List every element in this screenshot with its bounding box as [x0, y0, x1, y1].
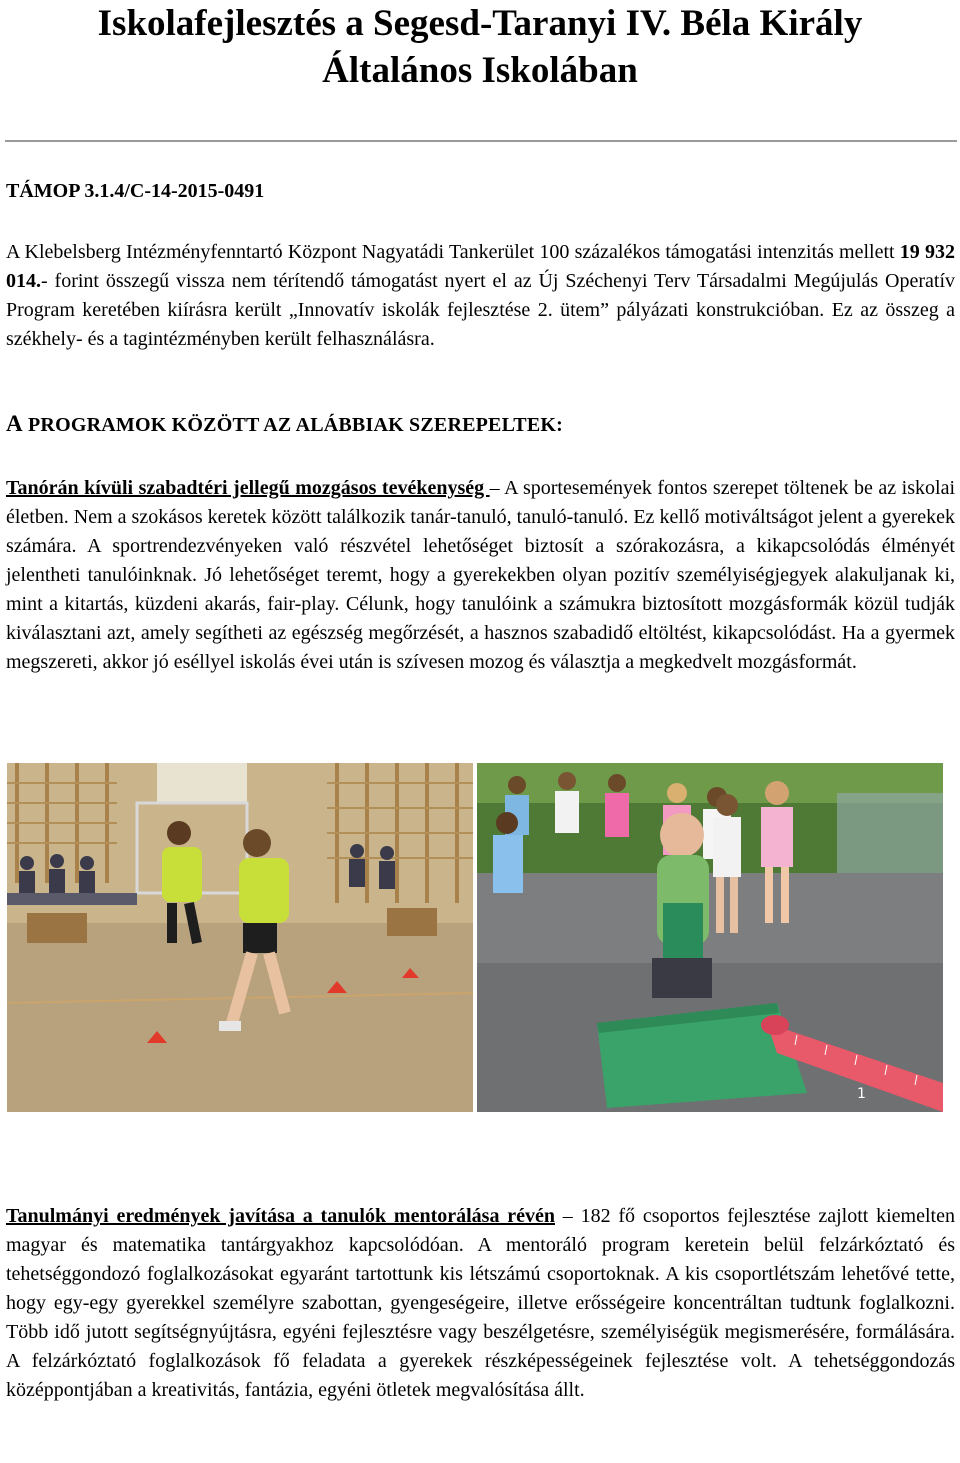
- project-code: TÁMOP 3.1.4/C-14-2015-0491: [6, 180, 265, 202]
- intro-paragraph: [6, 238, 955, 354]
- section-outdoor-title: Tanórán kívüli szabadtéri jellegű mozgásos tevékenység: [6, 477, 490, 499]
- programs-heading-initial: A: [6, 411, 23, 436]
- section-outdoor-body: – A sportesemények fontos szerepet töltenek be az iskolai életben. Nem a szokásos keretek között találkozik tanár-tanuló, tanuló-tanuló. Ez kellő motiváltságot jelent a gyerekek számára. A sportrendezvényeken való részvétel lehetőséget biztosít a szórakozásra, a kikapcsolódás élményét jelentheti tanulóinknak. Jó lehetőséget teremt, hogy a gyerekekben olyan pozitív személyiségjegyek alakuljanak ki, mint a kitartás, küzdeni akarás, fair-play. Célunk, hogy tanulóink a számukra biztosított mozgásformák közül tudják kiválasztani azt, amely segítheti az egészség megőrzését, a hasznos szabadidő eltöltést, kikapcsolódást. Ha a gyermek megszereti, akkor jó eséllyel iskolás évei után is szívesen mozog és választja a megkedvelt mozgásformát.: [6, 477, 955, 673]
- title-divider: [5, 140, 957, 142]
- section-outdoor-activity: [6, 474, 955, 677]
- programs-heading: [6, 411, 563, 437]
- intro-text-after: - forint összegű vissza nem térítendő támogatást nyert el az Új Széchenyi Terv Társadalmi Megújulás Operatív Program keretében kiírásra került „Innovatív iskolák fejlesztése 2. ütem” pályázati konstrukcióban. Ez az összeg a székhely- és a tagintézményben került felhasználásra.: [6, 270, 955, 350]
- section-mentoring-title: Tanulmányi eredmények javítása a tanulók mentorálása révén: [6, 1205, 555, 1227]
- intro-text-before: A Klebelsberg Intézményfenntartó Központ Nagyatádi Tankerület 100 százalékos támogatási intenzitás mellett: [6, 241, 900, 263]
- photo-gym-race: [7, 763, 473, 1112]
- photo-outdoor-jump: [477, 763, 943, 1112]
- section-mentoring-body: – 182 fő csoportos fejlesztése zajlott kiemelten magyar és matematika tantárgyakhoz kapcsolódóan. A mentoráló program keretein belül felzárkóztató és tehetséggondozó foglalkozásokat egyaránt tartottunk kis létszámú csoportoknak. A kis csoportlétszám lehetővé tette, hogy egy-egy gyerekkel személyre szabottan, gyengeségeire, illetve erősségeire koncentráltan tudtunk foglalkozni. Több idő jutott segítségnyújtásra, egyéni fejlesztésre vagy beszélgetésre, személyiségük megismerésére, formálására. A felzárkóztató foglalkozások fő feladata a gyerekek részképességeinek fejlesztése volt. A tehetséggondozás középpontjában a kreativitás, fantázia, egyéni ötletek megvalósítása állt.: [6, 1205, 955, 1401]
- programs-heading-text: PROGRAMOK KÖZÖTT AZ ALÁBBIAK SZEREPELTEK:: [22, 414, 563, 436]
- title-line-1: Iskolafejlesztés a Segesd-Taranyi IV. Béla Király: [97, 3, 863, 44]
- title-line-2: Általános Iskolában: [322, 50, 638, 91]
- page-title: [0, 0, 960, 94]
- grant-amount: 19 932 014.: [6, 241, 955, 292]
- section-mentoring: [6, 1202, 955, 1405]
- svg-text:1: 1: [857, 1086, 866, 1102]
